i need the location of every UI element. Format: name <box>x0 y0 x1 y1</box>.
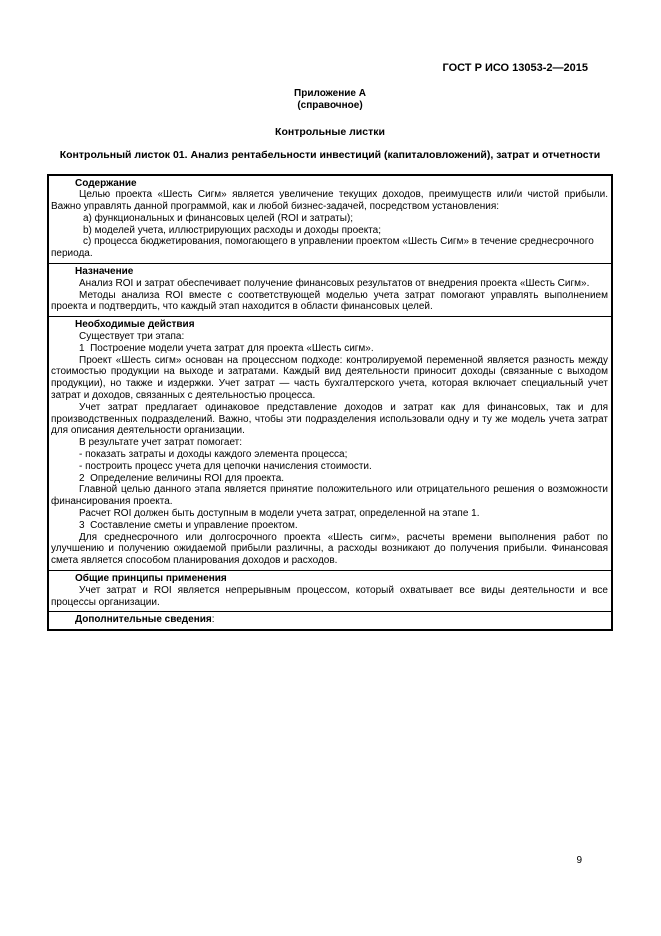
table-section-row <box>48 612 612 630</box>
table-section-cell <box>48 317 612 571</box>
section-paragraph: Расчет ROI должен быть доступным в модели учета затрат, определенной на этапе 1. <box>79 508 480 520</box>
table-section-row <box>48 175 612 264</box>
appendix-type: (справочное) <box>297 99 363 111</box>
section-heading: Необходимые действия <box>75 319 195 331</box>
table-section-row <box>48 317 612 571</box>
section-paragraph: - показать затраты и доходы каждого элемента процесса; <box>79 449 348 461</box>
appendix-label: Приложение А <box>294 88 366 99</box>
table-section-cell <box>48 264 612 317</box>
section-paragraph: Проект «Шесть сигм» основан на процессном подходе: контролируемой переменной является разность между стоимостью продукции на выходе и затратами. Каждый вид деятельности приносит доходы (связанные с выходом продукции), но также и издержки. Учет затрат — часть бухгалтерского учета, которая включает специальный учет затрат и доходов, связанных с деятельностью процесса. <box>51 354 608 402</box>
table-section-cell <box>48 612 612 630</box>
table-section-cell <box>48 175 612 264</box>
table-section-cell <box>48 571 612 612</box>
section-paragraph: a) функциональных и финансовых целей (ROI и затраты); <box>83 212 354 224</box>
section-heading: Дополнительные сведения: <box>75 614 215 626</box>
section-heading-suffix: : <box>211 614 215 626</box>
section-paragraph: 3 Составление сметы и управление проектом. <box>79 519 298 531</box>
checklist-table-body <box>48 175 612 631</box>
section-paragraph: Анализ ROI и затрат обеспечивает получение финансовых результатов от внедрения проекта «Шесть Сигм». <box>79 277 590 289</box>
section-paragraph: Учет затрат предлагает одинаковое представление доходов и затрат как для финансовых, так и для производственных подразделений. Важно, чтобы эти подразделения использовали одну и ту же модель учета затрат для описания деятельности организации. <box>51 401 608 437</box>
section-heading: Общие принципы применения <box>75 573 227 584</box>
table-section-row <box>48 571 612 612</box>
section-heading: Назначение <box>75 266 134 278</box>
section-paragraph: Для среднесрочного или долгосрочного проекта «Шесть сигм», расчеты времени выполнения работ по улучшению и получению ожидаемой прибыли различны, а расходы возникают до получения прибыли. Финансовая смета является способом планирования доходов и расходов. <box>51 531 608 567</box>
section-paragraph: b) моделей учета, иллюстрирующих расходы и доходы проекта; <box>83 224 381 236</box>
sheet-title: Контрольный листок 01. Анализ рентабельности инвестиций (капиталовложений), затрат и отчетности <box>59 149 601 161</box>
section-paragraph: Учет затрат и ROI является непрерывным процессом, который охватывает все виды деятельности и все процессы организации. <box>51 584 608 608</box>
page-number: 9 <box>576 855 582 866</box>
table-section-row <box>48 264 612 317</box>
section-paragraph: Методы анализа ROI вместе с соответствующей моделью учета затрат помогают управлять выполнением проекта и подтвердить, что каждый этап находится в области финансовых целей. <box>51 289 608 313</box>
section-heading: Содержание <box>75 177 137 189</box>
section-paragraph: В результате учет затрат помогает: <box>79 437 243 449</box>
section-paragraph: c) процесса бюджетирования, помогающего в управлении проектом «Шесть Сигм» в течение среднесрочного периода. <box>51 236 594 260</box>
section-paragraph: Главной целью данного этапа является принятие положительного или отрицательного решения о возможности финансирования проекта. <box>51 484 608 508</box>
section-paragraph: Существует три этапа: <box>79 331 185 343</box>
checklist-table <box>47 174 613 632</box>
chapter-title: Контрольные листки <box>275 126 385 138</box>
section-paragraph: 1 Построение модели учета затрат для проекта «Шесть сигм». <box>79 342 374 354</box>
section-paragraph: 2 Определение величины ROI для проекта. <box>79 472 285 484</box>
section-paragraph: Целью проекта «Шесть Сигм» является увеличение текущих доходов, преимуществ или/и чистой прибыли. Важно управлять данной программой, как и любой бизнес-задачей, посредством установления: <box>51 189 608 213</box>
section-paragraph: - построить процесс учета для цепочки начисления стоимости. <box>79 460 372 472</box>
document-code: ГОСТ Р ИСО 13053-2—2015 <box>442 62 588 74</box>
